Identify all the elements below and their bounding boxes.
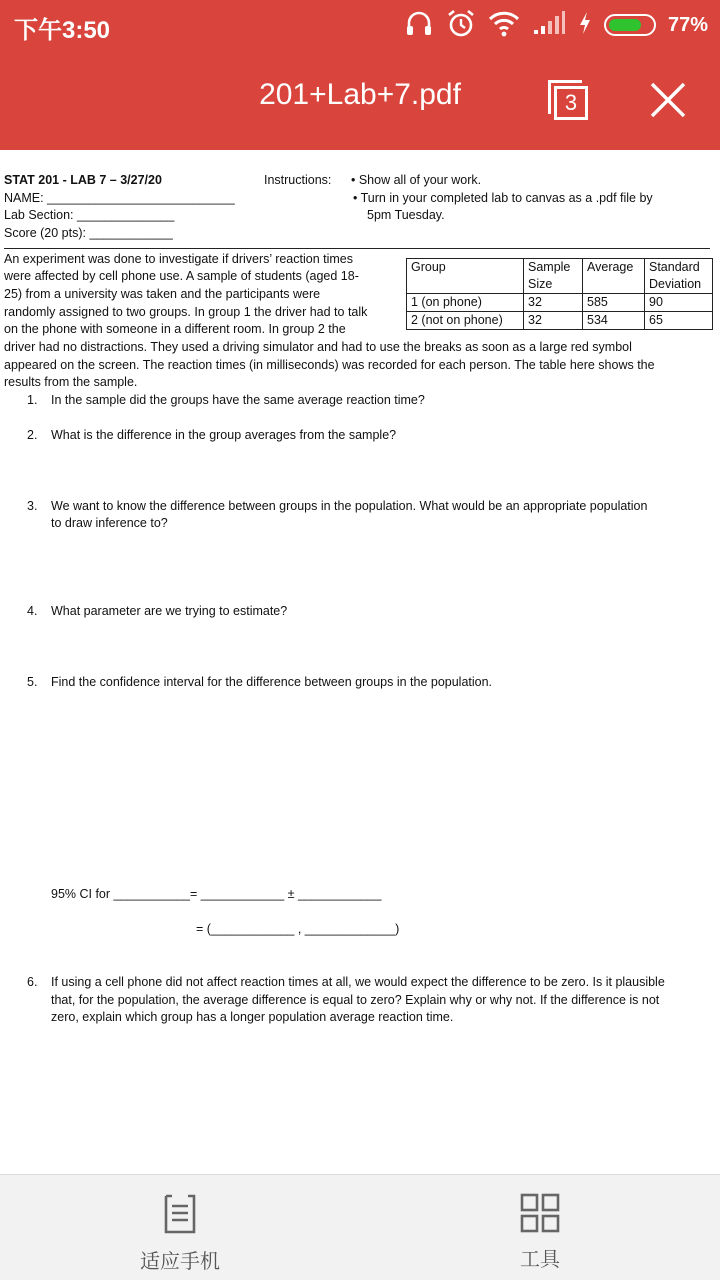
tools-label: 工具	[520, 1249, 560, 1271]
question-number: 5.	[27, 675, 38, 689]
intro-line: appeared on the screen. The reaction times (in milliseconds) was recorded for each person. The table here shows the	[4, 358, 655, 372]
table-row	[407, 312, 713, 330]
instruction-bullet-2-cont: 5pm Tuesday.	[367, 208, 445, 222]
question-text: What is the difference in the group averages from the sample?	[51, 428, 397, 442]
course-header: STAT 201 - LAB 7 – 3/27/20	[4, 173, 162, 187]
table-cell: 1 (on phone)	[407, 294, 524, 312]
table-cell: 90	[645, 294, 713, 312]
battery-percent: 77%	[667, 13, 708, 36]
question-text: zero, explain which group has a longer population average reaction time.	[51, 1010, 454, 1024]
question-text: In the sample did the groups have the same average reaction time?	[51, 393, 425, 407]
intro-line: randomly assigned to two groups. In group 1 the driver had to talk	[4, 305, 368, 319]
intro-line: 25) from a university was taken and the participants were	[4, 287, 321, 301]
close-icon	[648, 80, 688, 120]
page-count: 3	[554, 86, 588, 120]
table-cell: 585	[583, 294, 645, 312]
question-text: We want to know the difference between groups in the population. What would be an appropriate population	[51, 499, 648, 513]
headphones-icon	[404, 8, 434, 43]
top-bar	[0, 0, 720, 150]
status-bar	[0, 0, 720, 50]
question-text: Find the confidence interval for the difference between groups in the population.	[51, 675, 493, 689]
intro-line: were affected by cell phone use. A sample of students (aged 18-	[4, 269, 359, 283]
intro-line: An experiment was done to investigate if drivers’ reaction times	[4, 252, 354, 266]
fit-to-phone-button[interactable]	[110, 1193, 250, 1274]
wifi-icon	[488, 9, 520, 42]
question-number: 4.	[27, 604, 38, 618]
document-title: 201+Lab+7.pdf	[259, 78, 461, 111]
lab-section-field: Lab Section: ______________	[4, 208, 175, 222]
table-cell: 534	[583, 312, 645, 330]
question-text: If using a cell phone did not affect reaction times at all, we would expect the difference to be zero. Is it plausible	[51, 975, 665, 989]
intro-line: on the phone with someone in a different room. In group 2 the	[4, 322, 346, 336]
intro-line: driver had no distractions. They used a driving simulator and had to use the breaks as soon as a large red symbol	[4, 340, 632, 354]
question-number: 1.	[27, 393, 38, 407]
charging-icon	[578, 11, 592, 40]
battery-icon	[604, 14, 656, 36]
table-cell: 32	[524, 294, 583, 312]
header-divider	[4, 248, 710, 249]
ci-interval-line: = (____________ , _____________)	[196, 922, 400, 936]
grid-icon	[520, 1193, 560, 1233]
fit-page-icon	[160, 1193, 200, 1235]
table-cell: 32	[524, 312, 583, 330]
question-number: 6.	[27, 975, 38, 989]
fit-to-phone-label: 适应手机	[140, 1251, 220, 1273]
question-text: that, for the population, the average difference is equal to zero? Explain why or why not. If the difference is not	[51, 993, 660, 1007]
alarm-icon	[446, 8, 476, 43]
table-cell: 2 (not on phone)	[407, 312, 524, 330]
question-number: 3.	[27, 499, 38, 513]
status-time: 下午3:50	[14, 17, 111, 44]
instructions-label: Instructions:	[264, 173, 332, 187]
question-number: 2.	[27, 428, 38, 442]
bottom-toolbar	[0, 1174, 720, 1280]
table-header-row	[407, 259, 713, 294]
name-field: NAME: ___________________________	[4, 191, 235, 205]
battery-fill	[609, 19, 641, 31]
instruction-bullet-2: • Turn in your completed lab to canvas as a .pdf file by	[353, 191, 653, 205]
instruction-bullet-1: • Show all of your work.	[351, 173, 482, 187]
signal-icon	[532, 10, 566, 41]
tools-button[interactable]	[470, 1193, 610, 1272]
pdf-page[interactable]	[0, 150, 720, 1174]
table-header-cell: Average	[583, 259, 645, 294]
ci-formula-line: 95% CI for ___________= ____________ ± ____________	[51, 887, 382, 901]
results-table	[406, 258, 713, 330]
intro-line: results from the sample.	[4, 375, 138, 389]
table-header-cell: Sample Size	[524, 259, 583, 294]
table-header-cell: Standard Deviation	[645, 259, 713, 294]
table-cell: 65	[645, 312, 713, 330]
status-icons	[404, 8, 708, 42]
page-switcher-button[interactable]	[548, 80, 590, 120]
table-row	[407, 294, 713, 312]
close-button[interactable]	[648, 80, 688, 120]
score-field: Score (20 pts): ____________	[4, 226, 173, 240]
question-text: What parameter are we trying to estimate?	[51, 604, 288, 618]
question-text: to draw inference to?	[51, 516, 168, 530]
table-header-cell: Group	[407, 259, 524, 294]
